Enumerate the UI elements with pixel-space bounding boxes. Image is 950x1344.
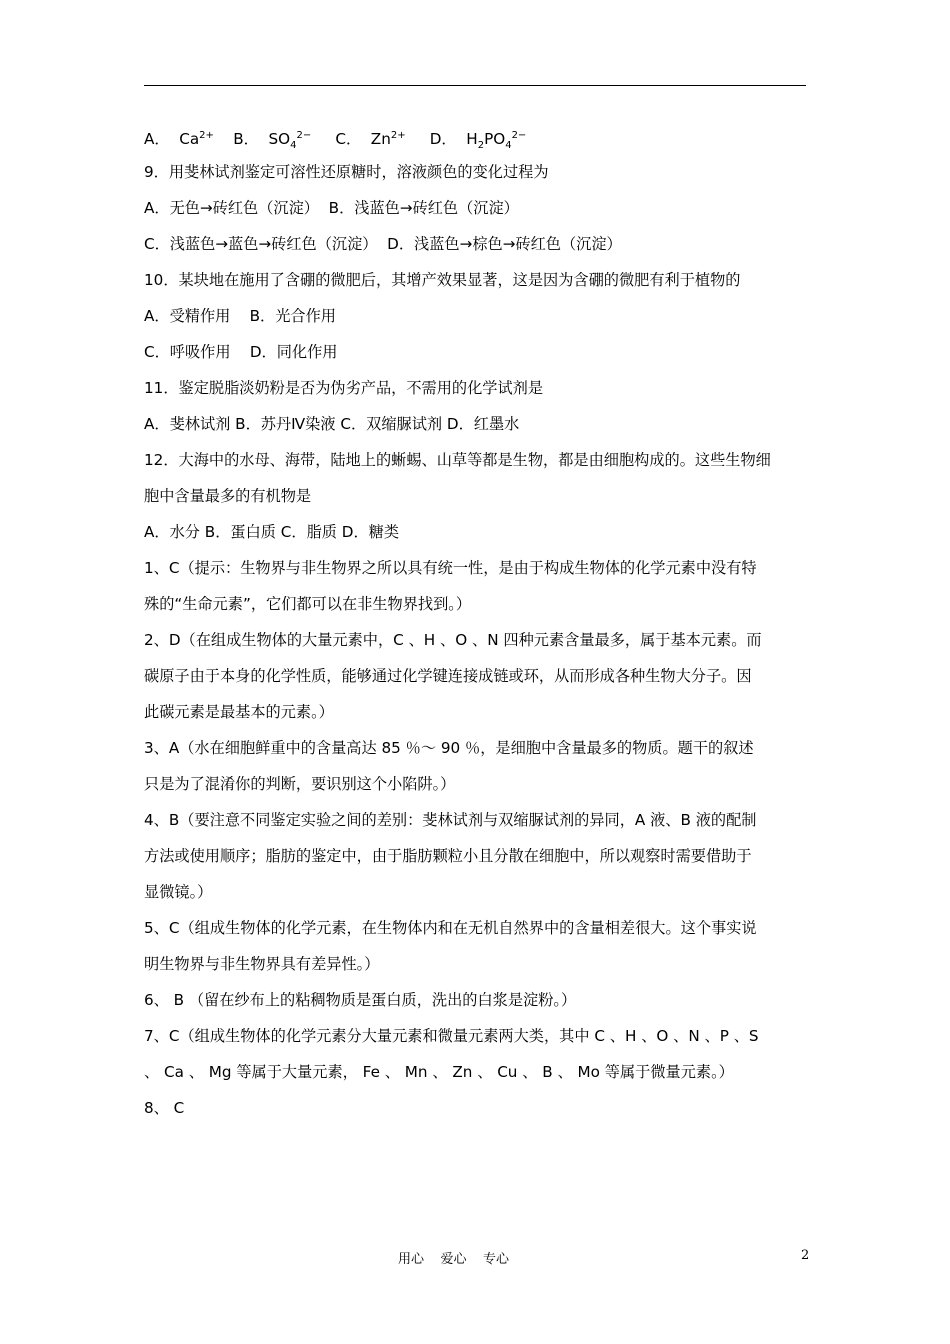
text-run: A．无色→砖红色（沉淀） B．浅蓝色→砖红色（沉淀） xyxy=(144,199,519,217)
text-line xyxy=(144,874,808,910)
text-run: 1、C（提示：生物界与非生物界之所以具有统一性，是由于构成生物体的化学元素中没有特 xyxy=(144,559,757,577)
text-run: C．呼吸作用 D．同化作用 xyxy=(144,343,338,361)
text-line xyxy=(144,190,808,226)
text-run: PO xyxy=(484,130,506,149)
text-run: 6、 B （留在纱布上的粘稠物质是蛋白质，洗出的白浆是淀粉。） xyxy=(144,991,577,1009)
footer-motto: 用心 爱心 专心 xyxy=(398,1252,510,1267)
text-run: 10．某块地在施用了含硼的微肥后，其增产效果显著，这是因为含硼的微肥有利于植物的 xyxy=(144,271,741,289)
header-rule xyxy=(144,85,806,86)
text-line xyxy=(144,514,808,550)
text-run: 7、C（组成生物体的化学元素分大量元素和微量元素两大类，其中 C 、H 、O 、N 、P 、S xyxy=(144,1027,759,1045)
superscript: 2+ xyxy=(199,130,214,141)
page-number: 2 xyxy=(801,1248,810,1263)
text-run: A．受精作用 B．光合作用 xyxy=(144,307,336,325)
text-run: 3、A（水在细胞鲜重中的含量高达 85 ％～ 90 ％，是细胞中含量最多的物质。题干的叙述 xyxy=(144,739,754,757)
text-run: 4、B（要注意不同鉴定实验之间的差别：斐林试剂与双缩脲试剂的异同，A 液、B 液的配制 xyxy=(144,811,757,829)
text-line xyxy=(144,730,808,766)
text-line xyxy=(144,586,808,622)
text-line xyxy=(144,550,808,586)
text-run: 明生物界与非生物界具有差异性。） xyxy=(144,955,380,973)
text-line xyxy=(144,658,808,694)
text-line xyxy=(144,370,808,406)
text-run: 殊的“生命元素”，它们都可以在非生物界找到。） xyxy=(144,595,472,613)
text-line xyxy=(144,1018,808,1054)
text-line xyxy=(144,478,808,514)
text-run: A．水分 B．蛋白质 C．脂质 D．糖类 xyxy=(144,523,400,541)
text-line xyxy=(144,154,808,190)
text-line xyxy=(144,766,808,802)
text-run: A． Ca xyxy=(144,130,200,149)
text-run: 5、C（组成生物体的化学元素，在生物体内和在无机自然界中的含量相差很大。这个事实说 xyxy=(144,919,757,937)
text-run: 显微镜。） xyxy=(144,883,213,901)
text-line xyxy=(144,838,808,874)
text-run: 11．鉴定脱脂淡奶粉是否为伪劣产品，不需用的化学试剂是 xyxy=(144,379,544,397)
text-line xyxy=(144,226,808,262)
text-run: 9．用斐林试剂鉴定可溶性还原糖时，溶液颜色的变化过程为 xyxy=(144,163,549,181)
text-line xyxy=(144,622,808,658)
text-run: C． Zn xyxy=(311,130,391,149)
subscript: 4 xyxy=(290,140,297,152)
superscript: 2+ xyxy=(390,130,406,141)
text-line xyxy=(144,298,808,334)
text-run: 碳原子由于本身的化学性质，能够通过化学键连接成链或环，从而形成各种生物大分子。因 xyxy=(144,667,752,685)
text-run: 此碳元素是最基本的元素。） xyxy=(144,703,334,721)
text-line xyxy=(144,118,808,154)
text-run: C．浅蓝色→蓝色→砖红色（沉淀） D．浅蓝色→棕色→砖红色（沉淀） xyxy=(144,235,622,253)
text-run: 方法或使用顺序；脂肪的鉴定中，由于脂肪颗粒小且分散在细胞中，所以观察时需要借助于 xyxy=(144,847,752,865)
text-line xyxy=(144,982,808,1018)
superscript: 2− xyxy=(511,130,527,141)
document-body xyxy=(144,118,808,1126)
subscript: 4 xyxy=(505,140,512,152)
text-run: 12．大海中的水母、海带，陆地上的蜥蜴、山草等都是生物，都是由细胞构成的。这些生物细 xyxy=(144,451,771,469)
subscript: 2 xyxy=(477,140,485,152)
text-line xyxy=(144,946,808,982)
text-run: D． H xyxy=(405,130,478,149)
text-run: 2、D（在组成生物体的大量元素中，C 、H 、O 、N 四种元素含量最多，属于基本元素。而 xyxy=(144,631,762,649)
superscript: 2− xyxy=(296,130,312,141)
text-line xyxy=(144,1090,808,1126)
text-line xyxy=(144,802,808,838)
text-line xyxy=(144,262,808,298)
text-run: 8、 C xyxy=(144,1099,185,1117)
text-run: A．斐林试剂 B．苏丹Ⅳ染液 C．双缩脲试剂 D．红墨水 xyxy=(144,415,520,433)
text-line xyxy=(144,694,808,730)
text-line xyxy=(144,334,808,370)
text-run: 胞中含量最多的有机物是 xyxy=(144,487,312,505)
text-run: B． SO xyxy=(213,130,291,149)
text-line xyxy=(144,910,808,946)
text-line xyxy=(144,442,808,478)
text-line xyxy=(144,1054,808,1090)
text-run: 、 Ca 、 Mg 等属于大量元素， Fe 、 Mn 、 Zn 、 Cu 、 B 、 Mo 等属于微量元素。） xyxy=(144,1063,734,1081)
text-line xyxy=(144,406,808,442)
text-run: 只是为了混淆你的判断，要识别这个小陷阱。） xyxy=(144,775,456,793)
